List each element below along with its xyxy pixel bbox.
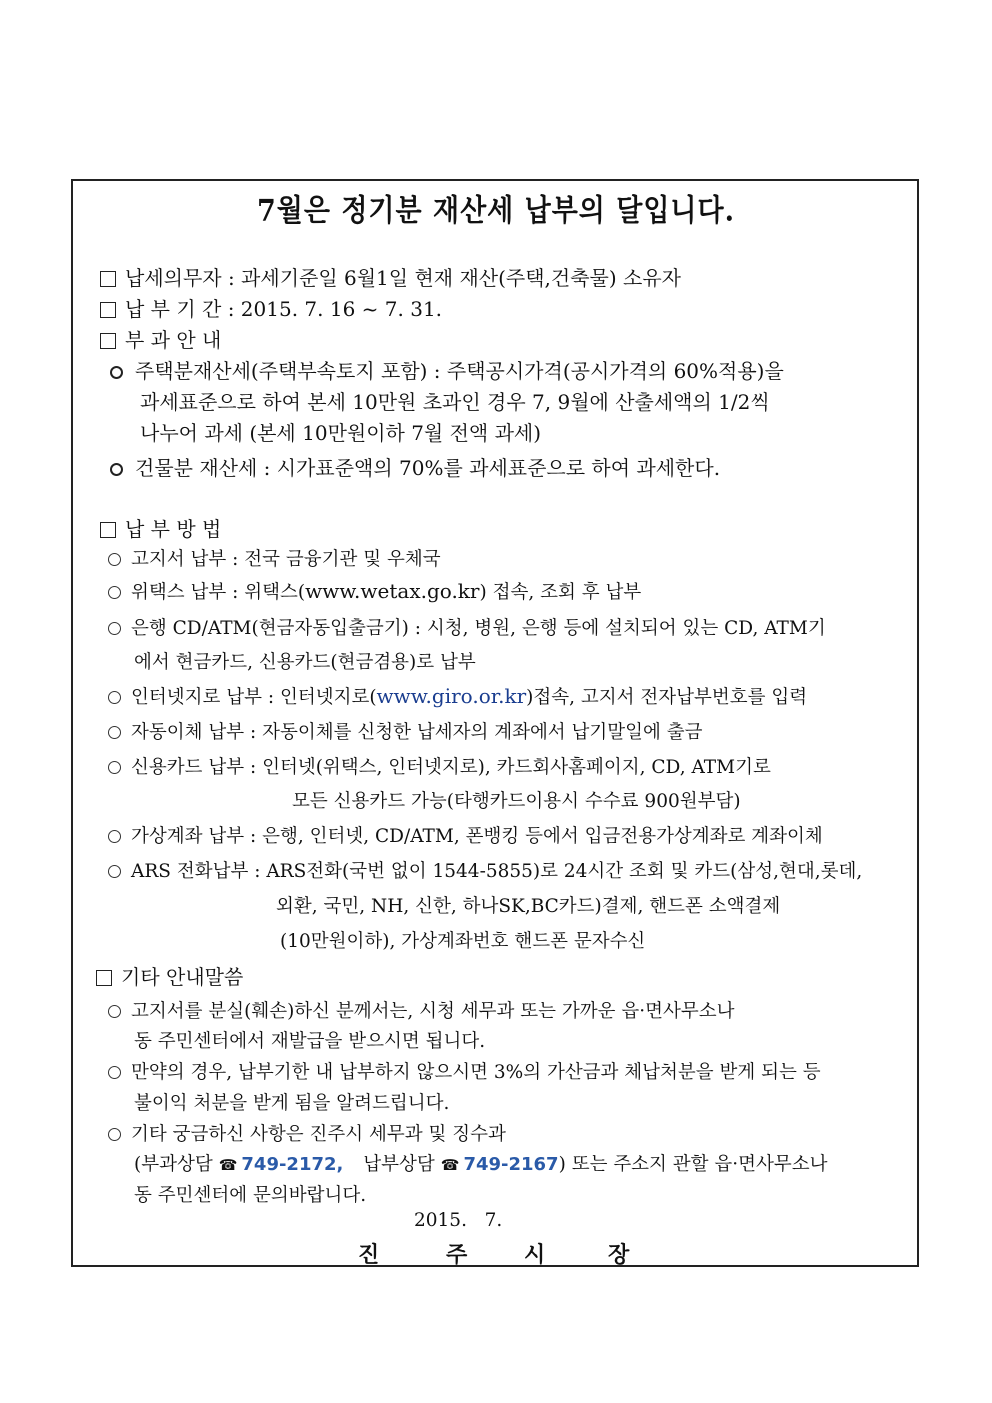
circle-bullet-icon <box>108 691 121 704</box>
wetax-link[interactable]: www.wetax.go.kr <box>305 579 480 603</box>
lost-bill-line-2: 동 주민센터에서 재발급을 받으시면 됩니다. <box>134 1031 486 1052</box>
credit-card-line-2: 모든 신용카드 가능(타행카드이용시 수수료 900원부담) <box>292 791 741 812</box>
signature-char: 시 <box>524 1242 546 1268</box>
wetax-payment-line: 위택스 납부 : 위택스(www.wetax.go.kr) 접속, 조회 후 납부 <box>108 578 641 604</box>
telephone-icon: ☎ <box>440 1156 460 1174</box>
auto-transfer-line: 자동이체 납부 : 자동이체를 신청한 납세자의 계좌에서 납기말일에 출금 <box>108 718 703 744</box>
circle-bullet-icon <box>110 463 123 476</box>
circle-bullet-icon <box>108 830 121 843</box>
signature-char: 장 <box>608 1242 630 1268</box>
inquiry-line-3: 동 주민센터에 문의바랍니다. <box>134 1185 367 1206</box>
late-payment-line-2: 불이익 처분을 받게 됨을 알려드립니다. <box>134 1093 450 1114</box>
levy-phone-number[interactable]: 749-2172, <box>241 1154 344 1175</box>
circle-bullet-icon <box>108 865 121 878</box>
ars-payment-line-3: (10만원이하), 가상계좌번호 핸드폰 문자수신 <box>280 931 646 952</box>
circle-bullet-icon <box>108 622 121 635</box>
inquiry-phones-line: (부과상담 ☎ 749-2172, 납부상담 ☎ 749-2167) 또는 주소지 관할 읍·면사무소나 <box>134 1154 828 1175</box>
housing-tax-line-2: 과세표준으로 하여 본세 10만원 초과인 경우 7, 9월에 산출세액의 1/2씩 <box>140 390 770 414</box>
giro-payment-line: 인터넷지로 납부 : 인터넷지로(www.giro.or.kr)접속, 고지서 전자납부번호를 입력 <box>108 683 807 709</box>
circle-bullet-icon <box>110 366 123 379</box>
signature-char: 주 <box>446 1242 468 1268</box>
period-line: 납 부 기 간 : 2015. 7. 16 ~ 7. 31. <box>100 293 442 322</box>
ars-payment-line: ARS 전화납부 : ARS전화(국번 없이 1544-5855)로 24시간 조회 및 카드(삼성,현대,롯데, <box>108 857 862 883</box>
checkbox-square-icon <box>100 522 116 538</box>
notice-date: 2015. 7. <box>414 1210 503 1231</box>
virtual-account-line: 가상계좌 납부 : 은행, 인터넷, CD/ATM, 폰뱅킹 등에서 입금전용가상계좌로 계좌이체 <box>108 822 823 848</box>
credit-card-line: 신용카드 납부 : 인터넷(위택스, 인터넷지로), 카드회사홈페이지, CD, ATM기로 <box>108 753 771 779</box>
checkbox-square-icon <box>100 271 116 287</box>
late-payment-line: 만약의 경우, 납부기한 내 납부하지 않으시면 3%의 가산금과 체납처분을 받게 되는 등 <box>108 1058 821 1084</box>
etc-heading: 기타 안내말씀 <box>96 961 243 990</box>
checkbox-square-icon <box>100 333 116 349</box>
notice-title: 7월은 정기분 재산세 납부의 달입니다. <box>256 193 735 229</box>
levy-heading: 부 과 안 내 <box>100 324 221 353</box>
telephone-icon: ☎ <box>218 1156 238 1174</box>
atm-payment-line-2: 에서 현금카드, 신용카드(현금겸용)로 납부 <box>134 652 476 673</box>
atm-payment-line: 은행 CD/ATM(현금자동입출금기) : 시청, 병원, 은행 등에 설치되어 있는 CD, ATM기 <box>108 614 826 640</box>
lost-bill-line: 고지서를 분실(훼손)하신 분께서는, 시청 세무과 또는 가까운 읍·면사무소나 <box>108 997 735 1023</box>
circle-bullet-icon <box>108 553 121 566</box>
payment-phone-number[interactable]: 749-2167 <box>463 1154 559 1175</box>
checkbox-square-icon <box>96 970 112 986</box>
housing-tax-line-3: 나누어 과세 (본세 10만원이하 7월 전액 과세) <box>140 421 542 445</box>
ars-payment-line-2: 외환, 국민, NH, 신한, 하나SK,BC카드)결제, 핸드폰 소액결제 <box>276 896 781 917</box>
inquiry-line: 기타 궁금하신 사항은 진주시 세무과 및 징수과 <box>108 1120 506 1146</box>
circle-bullet-icon <box>108 761 121 774</box>
giro-link[interactable]: www.giro.or.kr <box>376 684 527 708</box>
circle-bullet-icon <box>108 726 121 739</box>
circle-bullet-icon <box>108 1128 121 1141</box>
building-tax-line: 건물분 재산세 : 시가표준액의 70%를 과세표준으로 하여 과세한다. <box>110 452 720 481</box>
bill-payment-line: 고지서 납부 : 전국 금융기관 및 우체국 <box>108 545 441 571</box>
circle-bullet-icon <box>108 586 121 599</box>
checkbox-square-icon <box>100 302 116 318</box>
circle-bullet-icon <box>108 1005 121 1018</box>
housing-tax-line: 주택분재산세(주택부속토지 포함) : 주택공시가격(공시가격의 60%적용)을 <box>110 355 784 384</box>
signature-char: 진 <box>358 1242 380 1268</box>
payment-heading: 납 부 방 법 <box>100 513 221 542</box>
circle-bullet-icon <box>108 1066 121 1079</box>
taxpayer-line: 납세의무자 : 과세기준일 6월1일 현재 재산(주택,건축물) 소유자 <box>100 262 681 291</box>
